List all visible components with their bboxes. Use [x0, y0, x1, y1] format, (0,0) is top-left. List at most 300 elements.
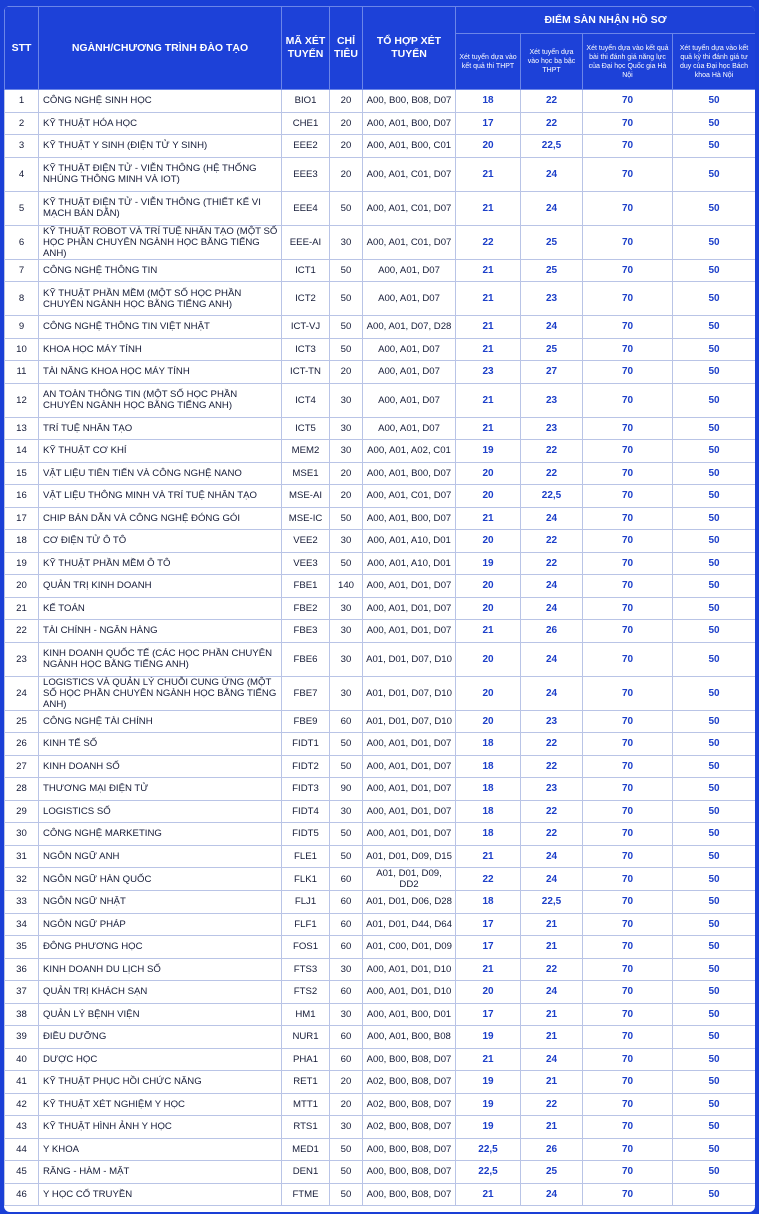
subject-combination: A02, B00, B08, D07	[363, 1071, 456, 1094]
score-tsa: 50	[673, 383, 756, 417]
program-name: VẬT LIỆU TIÊN TIẾN VÀ CÔNG NGHỆ NANO	[39, 462, 282, 485]
table-row	[5, 338, 756, 361]
program-name: VẬT LIỆU THÔNG MINH VÀ TRÍ TUỆ NHÂN TẠO	[39, 485, 282, 508]
score-hocba: 26	[521, 620, 583, 643]
score-thpt: 18	[456, 755, 521, 778]
score-hocba: 25	[521, 338, 583, 361]
row-number: 6	[5, 225, 39, 259]
score-hocba: 22	[521, 733, 583, 756]
admission-code: FLJ1	[282, 891, 330, 914]
table-row	[5, 1183, 756, 1206]
score-thpt: 19	[456, 1071, 521, 1094]
admission-code: FIDT4	[282, 800, 330, 823]
score-thpt: 17	[456, 913, 521, 936]
row-number: 27	[5, 755, 39, 778]
program-name: CÔNG NGHỆ TÀI CHÍNH	[39, 710, 282, 733]
admission-code: FBE7	[282, 676, 330, 710]
table-header	[5, 7, 756, 90]
program-name: ĐÔNG PHƯƠNG HỌC	[39, 936, 282, 959]
score-dgnl: 70	[583, 417, 673, 440]
score-dgnl: 70	[583, 958, 673, 981]
score-dgnl: 70	[583, 485, 673, 508]
subject-combination: A00, A01, D07	[363, 282, 456, 316]
score-hocba: 21	[521, 1003, 583, 1026]
score-thpt: 20	[456, 597, 521, 620]
row-number: 38	[5, 1003, 39, 1026]
score-tsa: 50	[673, 1003, 756, 1026]
admission-code: FBE2	[282, 597, 330, 620]
score-thpt: 20	[456, 575, 521, 598]
program-name: KỸ THUẬT CƠ KHÍ	[39, 440, 282, 463]
program-name: LOGISTICS VÀ QUẢN LÝ CHUỖI CUNG ỨNG (MỘT SỐ HỌC PHẦN CHUYÊN NGÀNH HỌC BẰNG TIẾNG ANH)	[39, 676, 282, 710]
admission-code: HM1	[282, 1003, 330, 1026]
subject-combination: A01, D01, D07, D10	[363, 710, 456, 733]
row-number: 7	[5, 259, 39, 282]
program-name: KỸ THUẬT PHẦN MỀM Ô TÔ	[39, 552, 282, 575]
score-hocba: 22	[521, 552, 583, 575]
row-number: 17	[5, 507, 39, 530]
score-dgnl: 70	[583, 507, 673, 530]
row-number: 20	[5, 575, 39, 598]
row-number: 13	[5, 417, 39, 440]
table-body	[5, 90, 756, 1206]
score-thpt: 18	[456, 90, 521, 113]
admission-code: EEE2	[282, 135, 330, 158]
subject-combination: A00, A01, D01, D07	[363, 733, 456, 756]
table-row	[5, 1116, 756, 1139]
program-name: TÀI NĂNG KHOA HỌC MÁY TÍNH	[39, 361, 282, 384]
score-tsa: 50	[673, 733, 756, 756]
score-thpt: 21	[456, 958, 521, 981]
score-thpt: 20	[456, 710, 521, 733]
table-row	[5, 485, 756, 508]
subject-combination: A00, A01, D07	[363, 259, 456, 282]
score-tsa: 50	[673, 316, 756, 339]
program-name: QUẢN LÝ BỆNH VIỆN	[39, 1003, 282, 1026]
admission-code: FBE9	[282, 710, 330, 733]
row-number: 18	[5, 530, 39, 553]
score-dgnl: 70	[583, 868, 673, 891]
quota-value: 60	[330, 1048, 363, 1071]
admission-table-frame	[4, 6, 755, 1212]
table-row	[5, 530, 756, 553]
table-row	[5, 823, 756, 846]
score-tsa: 50	[673, 552, 756, 575]
admission-code: FBE6	[282, 642, 330, 676]
score-thpt: 21	[456, 259, 521, 282]
subject-combination: A00, A01, B00, D01	[363, 1003, 456, 1026]
table-row	[5, 417, 756, 440]
header-program: NGÀNH/CHƯƠNG TRÌNH ĐÀO TẠO	[39, 7, 282, 90]
score-tsa: 50	[673, 868, 756, 891]
admission-code: FBE1	[282, 575, 330, 598]
score-dgnl: 70	[583, 845, 673, 868]
score-thpt: 20	[456, 462, 521, 485]
subject-combination: A00, A01, B00, D07	[363, 462, 456, 485]
score-hocba: 22	[521, 1093, 583, 1116]
subject-combination: A00, A01, D07	[363, 361, 456, 384]
quota-value: 30	[330, 530, 363, 553]
score-tsa: 50	[673, 958, 756, 981]
admission-code: RTS1	[282, 1116, 330, 1139]
table-row	[5, 282, 756, 316]
admission-code: FTS3	[282, 958, 330, 981]
program-name: TÀI CHÍNH - NGÂN HÀNG	[39, 620, 282, 643]
score-hocba: 24	[521, 868, 583, 891]
table-row	[5, 1071, 756, 1094]
program-name: KỸ THUẬT ROBOT VÀ TRÍ TUỆ NHÂN TẠO (MỘT SỐ HỌC PHẦN CHUYÊN NGÀNH HỌC BẰNG TIẾNG ANH)	[39, 225, 282, 259]
score-hocba: 23	[521, 778, 583, 801]
score-tsa: 50	[673, 417, 756, 440]
score-dgnl: 70	[583, 823, 673, 846]
row-number: 32	[5, 868, 39, 891]
row-number: 36	[5, 958, 39, 981]
row-number: 10	[5, 338, 39, 361]
admission-code: DEN1	[282, 1161, 330, 1184]
subject-combination: A00, A01, D01, D07	[363, 597, 456, 620]
program-name: KINH TẾ SỐ	[39, 733, 282, 756]
quota-value: 50	[330, 259, 363, 282]
program-name: AN TOÀN THÔNG TIN (MỘT SỐ HỌC PHẦN CHUYÊN NGÀNH HỌC BẰNG TIẾNG ANH)	[39, 383, 282, 417]
quota-value: 30	[330, 417, 363, 440]
score-thpt: 17	[456, 936, 521, 959]
score-hocba: 22	[521, 530, 583, 553]
score-thpt: 21	[456, 383, 521, 417]
quota-value: 50	[330, 191, 363, 225]
table-row	[5, 1093, 756, 1116]
score-thpt: 20	[456, 642, 521, 676]
score-tsa: 50	[673, 225, 756, 259]
quota-value: 60	[330, 868, 363, 891]
header-combination: TỔ HỢP XÉT TUYỂN	[363, 7, 456, 90]
score-tsa: 50	[673, 755, 756, 778]
admission-code: MSE1	[282, 462, 330, 485]
score-tsa: 50	[673, 1048, 756, 1071]
table-row	[5, 778, 756, 801]
quota-value: 90	[330, 778, 363, 801]
header-code: MÃ XÉT TUYỂN	[282, 7, 330, 90]
score-tsa: 50	[673, 620, 756, 643]
row-number: 8	[5, 282, 39, 316]
quota-value: 140	[330, 575, 363, 598]
score-hocba: 23	[521, 417, 583, 440]
score-hocba: 22	[521, 755, 583, 778]
subject-combination: A00, A01, B00, D07	[363, 112, 456, 135]
table-row	[5, 1048, 756, 1071]
program-name: LOGISTICS SỐ	[39, 800, 282, 823]
table-row	[5, 361, 756, 384]
score-tsa: 50	[673, 135, 756, 158]
score-dgnl: 70	[583, 936, 673, 959]
score-thpt: 20	[456, 676, 521, 710]
admission-code: EEE-AI	[282, 225, 330, 259]
subject-combination: A00, A01, D01, D07	[363, 823, 456, 846]
score-tsa: 50	[673, 507, 756, 530]
admission-code: ICT4	[282, 383, 330, 417]
quota-value: 20	[330, 90, 363, 113]
admission-code: MED1	[282, 1138, 330, 1161]
row-number: 12	[5, 383, 39, 417]
score-thpt: 18	[456, 891, 521, 914]
score-thpt: 21	[456, 191, 521, 225]
score-thpt: 20	[456, 530, 521, 553]
admission-code: NUR1	[282, 1026, 330, 1049]
score-hocba: 21	[521, 913, 583, 936]
score-tsa: 50	[673, 778, 756, 801]
score-dgnl: 70	[583, 383, 673, 417]
admission-code: MSE-IC	[282, 507, 330, 530]
admission-code: EEE3	[282, 157, 330, 191]
score-dgnl: 70	[583, 620, 673, 643]
score-dgnl: 70	[583, 642, 673, 676]
score-dgnl: 70	[583, 552, 673, 575]
program-name: KỸ THUẬT ĐIỆN TỬ - VIỄN THÔNG (THIẾT KẾ VI MẠCH BÁN DẪN)	[39, 191, 282, 225]
row-number: 24	[5, 676, 39, 710]
score-dgnl: 70	[583, 1116, 673, 1139]
score-tsa: 50	[673, 597, 756, 620]
row-number: 3	[5, 135, 39, 158]
program-name: Y HỌC CỔ TRUYỀN	[39, 1183, 282, 1206]
score-hocba: 25	[521, 1161, 583, 1184]
score-hocba: 24	[521, 597, 583, 620]
table-row	[5, 1138, 756, 1161]
score-dgnl: 70	[583, 530, 673, 553]
score-tsa: 50	[673, 800, 756, 823]
score-dgnl: 70	[583, 981, 673, 1004]
score-tsa: 50	[673, 462, 756, 485]
table-row	[5, 225, 756, 259]
score-thpt: 21	[456, 507, 521, 530]
score-hocba: 24	[521, 1048, 583, 1071]
score-hocba: 21	[521, 1071, 583, 1094]
quota-value: 50	[330, 733, 363, 756]
score-thpt: 21	[456, 282, 521, 316]
row-number: 33	[5, 891, 39, 914]
quota-value: 60	[330, 913, 363, 936]
quota-value: 30	[330, 642, 363, 676]
header-score-hocba: Xét tuyển dựa vào học bạ bậc THPT	[521, 34, 583, 90]
subject-combination: A00, B00, B08, D07	[363, 90, 456, 113]
score-dgnl: 70	[583, 710, 673, 733]
quota-value: 50	[330, 507, 363, 530]
quota-value: 30	[330, 620, 363, 643]
table-row	[5, 891, 756, 914]
subject-combination: A00, A01, D01, D07	[363, 755, 456, 778]
row-number: 1	[5, 90, 39, 113]
score-hocba: 24	[521, 507, 583, 530]
table-row	[5, 462, 756, 485]
quota-value: 20	[330, 157, 363, 191]
admission-code: FIDT2	[282, 755, 330, 778]
score-tsa: 50	[673, 1026, 756, 1049]
program-name: QUẢN TRỊ KHÁCH SẠN	[39, 981, 282, 1004]
table-row	[5, 676, 756, 710]
program-name: CƠ ĐIỆN TỬ Ô TÔ	[39, 530, 282, 553]
admission-code: VEE3	[282, 552, 330, 575]
program-name: NGÔN NGỮ HÀN QUỐC	[39, 868, 282, 891]
table-row	[5, 845, 756, 868]
row-number: 15	[5, 462, 39, 485]
row-number: 9	[5, 316, 39, 339]
table-row	[5, 868, 756, 891]
score-tsa: 50	[673, 981, 756, 1004]
program-name: KINH DOANH SỐ	[39, 755, 282, 778]
subject-combination: A00, A01, C01, D07	[363, 191, 456, 225]
score-tsa: 50	[673, 1183, 756, 1206]
program-name: THƯƠNG MẠI ĐIỆN TỬ	[39, 778, 282, 801]
score-tsa: 50	[673, 1138, 756, 1161]
score-thpt: 22	[456, 868, 521, 891]
quota-value: 50	[330, 1161, 363, 1184]
score-dgnl: 70	[583, 1093, 673, 1116]
table-row	[5, 191, 756, 225]
score-hocba: 25	[521, 225, 583, 259]
row-number: 25	[5, 710, 39, 733]
admission-code: ICT-VJ	[282, 316, 330, 339]
admission-code: ICT1	[282, 259, 330, 282]
row-number: 2	[5, 112, 39, 135]
header-score-tsa: Xét tuyển dựa vào kết quả kỳ thi đánh giá tư duy của Đại học Bách khoa Hà Nội	[673, 34, 756, 90]
quota-value: 30	[330, 225, 363, 259]
quota-value: 50	[330, 823, 363, 846]
subject-combination: A00, A01, A02, C01	[363, 440, 456, 463]
score-dgnl: 70	[583, 778, 673, 801]
quota-value: 60	[330, 891, 363, 914]
score-hocba: 21	[521, 1026, 583, 1049]
quota-value: 30	[330, 1116, 363, 1139]
table-row	[5, 1026, 756, 1049]
score-tsa: 50	[673, 1093, 756, 1116]
quota-value: 50	[330, 282, 363, 316]
admission-code: MTT1	[282, 1093, 330, 1116]
row-number: 4	[5, 157, 39, 191]
admission-code: FIDT3	[282, 778, 330, 801]
score-tsa: 50	[673, 1116, 756, 1139]
score-hocba: 22,5	[521, 135, 583, 158]
subject-combination: A01, C00, D01, D09	[363, 936, 456, 959]
score-thpt: 20	[456, 981, 521, 1004]
subject-combination: A00, A01, D01, D07	[363, 620, 456, 643]
score-thpt: 18	[456, 823, 521, 846]
program-name: KHOA HỌC MÁY TÍNH	[39, 338, 282, 361]
quota-value: 20	[330, 485, 363, 508]
table-row	[5, 440, 756, 463]
program-name: KẾ TOÁN	[39, 597, 282, 620]
score-dgnl: 70	[583, 1003, 673, 1026]
score-thpt: 21	[456, 338, 521, 361]
subject-combination: A00, A01, A10, D01	[363, 530, 456, 553]
score-dgnl: 70	[583, 676, 673, 710]
score-tsa: 50	[673, 891, 756, 914]
subject-combination: A00, A01, D01, D07	[363, 575, 456, 598]
program-name: CÔNG NGHỆ MARKETING	[39, 823, 282, 846]
score-tsa: 50	[673, 112, 756, 135]
score-tsa: 50	[673, 90, 756, 113]
score-hocba: 24	[521, 1183, 583, 1206]
score-hocba: 22	[521, 958, 583, 981]
subject-combination: A01, D01, D07, D10	[363, 642, 456, 676]
score-tsa: 50	[673, 191, 756, 225]
table-row	[5, 800, 756, 823]
score-thpt: 19	[456, 1116, 521, 1139]
admission-code: PHA1	[282, 1048, 330, 1071]
program-name: KINH DOANH QUỐC TẾ (CÁC HỌC PHẦN CHUYÊN NGÀNH HỌC BẰNG TIẾNG ANH)	[39, 642, 282, 676]
score-hocba: 24	[521, 676, 583, 710]
score-tsa: 50	[673, 913, 756, 936]
quota-value: 20	[330, 112, 363, 135]
table-row	[5, 710, 756, 733]
quota-value: 30	[330, 383, 363, 417]
score-dgnl: 70	[583, 913, 673, 936]
score-tsa: 50	[673, 157, 756, 191]
quota-value: 30	[330, 958, 363, 981]
score-hocba: 22	[521, 823, 583, 846]
score-thpt: 22,5	[456, 1138, 521, 1161]
score-hocba: 21	[521, 936, 583, 959]
score-hocba: 24	[521, 191, 583, 225]
subject-combination: A00, A01, C01, D07	[363, 157, 456, 191]
score-thpt: 21	[456, 620, 521, 643]
table-row	[5, 112, 756, 135]
admission-code: FIDT1	[282, 733, 330, 756]
quota-value: 30	[330, 440, 363, 463]
subject-combination: A00, A01, D01, D07	[363, 800, 456, 823]
program-name: KỸ THUẬT ĐIỆN TỬ - VIỄN THÔNG (HỆ THỐNG NHÚNG THÔNG MINH VÀ IOT)	[39, 157, 282, 191]
admission-code: RET1	[282, 1071, 330, 1094]
row-number: 41	[5, 1071, 39, 1094]
quota-value: 50	[330, 1138, 363, 1161]
row-number: 21	[5, 597, 39, 620]
table-row	[5, 981, 756, 1004]
score-thpt: 21	[456, 316, 521, 339]
table-row	[5, 1003, 756, 1026]
subject-combination: A01, D01, D07, D10	[363, 676, 456, 710]
score-dgnl: 70	[583, 316, 673, 339]
score-tsa: 50	[673, 936, 756, 959]
score-dgnl: 70	[583, 1071, 673, 1094]
score-thpt: 18	[456, 733, 521, 756]
table-row	[5, 90, 756, 113]
admission-code: BIO1	[282, 90, 330, 113]
header-score-group: ĐIỂM SÀN NHẬN HỒ SƠ	[456, 7, 756, 34]
score-dgnl: 70	[583, 1138, 673, 1161]
subject-combination: A00, A01, D01, D07	[363, 778, 456, 801]
subject-combination: A00, A01, D01, D10	[363, 981, 456, 1004]
row-number: 30	[5, 823, 39, 846]
quota-value: 50	[330, 316, 363, 339]
row-number: 19	[5, 552, 39, 575]
header-quota: CHỈ TIÊU	[330, 7, 363, 90]
program-name: NGÔN NGỮ NHẬT	[39, 891, 282, 914]
score-dgnl: 70	[583, 1161, 673, 1184]
table-row	[5, 575, 756, 598]
program-name: RĂNG - HÀM - MẶT	[39, 1161, 282, 1184]
subject-combination: A00, A01, D07, D28	[363, 316, 456, 339]
quota-value: 50	[330, 1183, 363, 1206]
score-dgnl: 70	[583, 597, 673, 620]
score-dgnl: 70	[583, 733, 673, 756]
program-name: KỸ THUẬT XÉT NGHIỆM Y HỌC	[39, 1093, 282, 1116]
table-row	[5, 958, 756, 981]
subject-combination: A00, B00, B08, D07	[363, 1161, 456, 1184]
score-hocba: 27	[521, 361, 583, 384]
score-dgnl: 70	[583, 1183, 673, 1206]
score-thpt: 21	[456, 157, 521, 191]
admission-code: FLE1	[282, 845, 330, 868]
score-hocba: 24	[521, 157, 583, 191]
score-thpt: 21	[456, 417, 521, 440]
quota-value: 20	[330, 462, 363, 485]
